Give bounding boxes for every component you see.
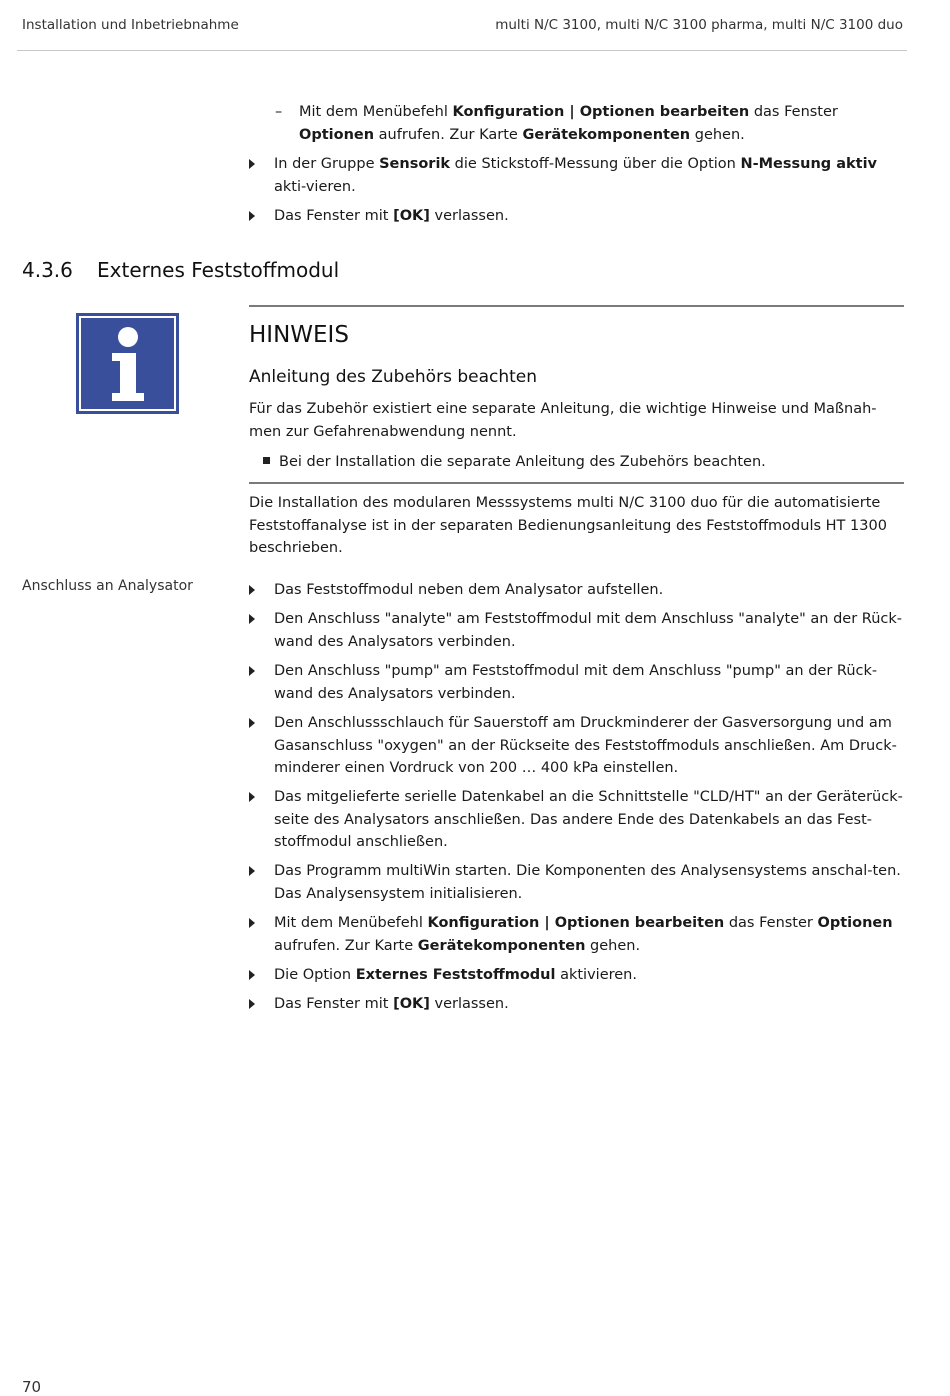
note-heading: HINWEIS xyxy=(249,322,349,348)
note-bullet xyxy=(263,451,766,474)
step-arrow-icon xyxy=(249,860,269,884)
dash-marker: – xyxy=(275,104,283,120)
step-arrow-icon xyxy=(249,660,269,684)
step-arrow-icon xyxy=(249,786,269,810)
intro-paragraph: Die Installation des modularen Messsystems multi N/C 3100 duo für die automatisierte Feststoffanalyse ist in der separaten Bedienungsanleitung des Feststoffmoduls HT 1300 beschrieben. xyxy=(249,495,887,556)
step-text: Das Programm multiWin starten. Die Komponenten des Analysensystems anschal-ten. Das Analysensystem initialisieren. xyxy=(274,863,901,902)
note-bottom-rule xyxy=(249,482,904,484)
step-arrow-icon xyxy=(249,964,269,988)
dash-step-text: Mit dem Menübefehl Konfiguration | Optionen bearbeiten das Fenster Optionen aufrufen. Zur Karte Gerätekomponenten gehen. xyxy=(299,104,838,143)
step-text: Das Feststoffmodul neben dem Analysator aufstellen. xyxy=(274,582,664,598)
list-item xyxy=(249,786,904,854)
step-arrow-icon xyxy=(249,993,269,1017)
list-item xyxy=(249,912,904,957)
section-number: 4.3.6 xyxy=(22,258,73,282)
step-arrow-icon xyxy=(249,579,269,603)
step-arrow-icon xyxy=(249,712,269,736)
step-text: Den Anschluss "analyte" am Feststoffmodul mit dem Anschluss "analyte" an der Rück-wand des Analysators verbinden. xyxy=(274,611,903,650)
list-item xyxy=(249,964,904,987)
section-title: Externes Feststoffmodul xyxy=(97,258,340,282)
list-item xyxy=(249,712,904,780)
step-arrow-icon xyxy=(249,608,269,632)
step-sensorik-text: In der Gruppe Sensorik die Stickstoff-Messung über die Option N-Messung aktiv akti-vieren. xyxy=(274,156,878,195)
step-text: Die Option Externes Feststoffmodul aktivieren. xyxy=(274,967,637,983)
margin-label: Anschluss an Analysator xyxy=(22,578,193,594)
step-text: Das Fenster mit [OK] verlassen. xyxy=(274,996,509,1012)
step-text: Den Anschlussschlauch für Sauerstoff am Druckminderer der Gasversorgung und am Gasanschluss "oxygen" an der Rückseite des Feststoffmoduls anschließen. Am Druck-minderer einen Vordruck von 200 … 400 kPa einstellen. xyxy=(274,715,897,776)
step-arrow-icon xyxy=(249,153,269,177)
step-arrow-icon xyxy=(249,912,269,936)
step-ok xyxy=(249,205,904,228)
step-text: Das mitgelieferte serielle Datenkabel an die Schnittstelle "CLD/HT" an der Geräterück-seite des Analysators anschließen. Das andere Ende des Datenkabels an das Fest-stoffmodul anschließen. xyxy=(274,789,903,850)
note-text: Für das Zubehör existiert eine separate Anleitung, die wichtige Hinweise und Maßnah-men zur Gefahrenabwendung nennt. xyxy=(249,401,877,440)
list-item xyxy=(249,608,904,653)
step-sensorik xyxy=(249,153,904,198)
note-bullet-text: Bei der Installation die separate Anleitung des Zubehörs beachten. xyxy=(279,454,766,470)
running-header-left: Installation und Inbetriebnahme xyxy=(22,17,239,33)
step-text: Mit dem Menübefehl Konfiguration | Optionen bearbeiten das Fenster Optionen aufrufen. Zur Karte Gerätekomponenten gehen. xyxy=(274,915,893,954)
note-subheading: Anleitung des Zubehörs beachten xyxy=(249,367,538,387)
list-item xyxy=(249,660,904,705)
step-arrow-icon xyxy=(249,205,269,229)
header-divider xyxy=(17,50,907,51)
step-text: Den Anschluss "pump" am Feststoffmodul mit dem Anschluss "pump" an der Rück-wand des Analysators verbinden. xyxy=(274,663,878,702)
square-bullet-icon xyxy=(263,457,270,464)
info-icon xyxy=(76,313,179,414)
list-item xyxy=(249,579,904,602)
dash-step xyxy=(249,101,904,146)
running-header-right: multi N/C 3100, multi N/C 3100 pharma, multi N/C 3100 duo xyxy=(495,17,903,33)
step-ok-text: Das Fenster mit [OK] verlassen. xyxy=(274,208,509,224)
list-item xyxy=(249,993,904,1016)
section-heading xyxy=(22,258,339,282)
note-top-rule xyxy=(249,305,904,307)
list-item xyxy=(249,860,904,905)
page-number: 70 xyxy=(22,1378,42,1396)
